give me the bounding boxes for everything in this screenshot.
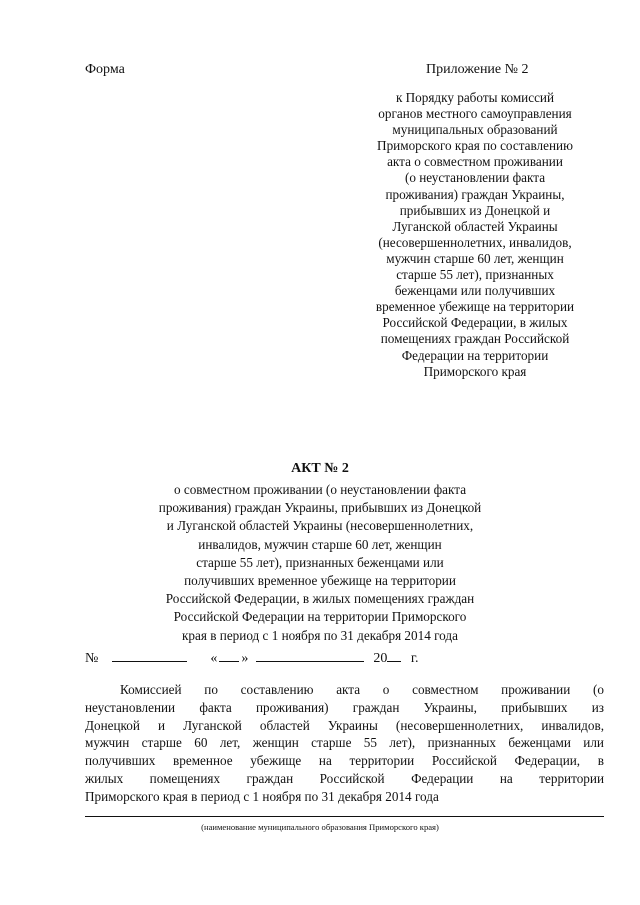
appendix-line: (несовершеннолетних, инвалидов,: [378, 234, 572, 250]
appendix-line: органов местного самоуправления: [378, 106, 572, 122]
body-line: жилых помещениях граждан Российской Федерации на территории: [85, 770, 604, 786]
act-subtitle-line: Российской Федерации, в жилых помещениях граждан: [165, 591, 475, 607]
open-quote: «: [210, 651, 218, 666]
body-paragraph: [85, 681, 604, 806]
act-number-blank[interactable]: [112, 649, 187, 662]
appendix-line: муниципальных образований: [392, 122, 558, 138]
appendix-line: Российской Федерации, в жилых: [382, 315, 568, 331]
act-subtitle: [120, 481, 520, 645]
appendix-line: Приморского края по составлению: [377, 138, 573, 154]
number-sign: №: [85, 651, 99, 666]
municipality-caption: (наименование муниципального образования Приморского края): [201, 822, 439, 832]
act-subtitle-line: инвалидов, мужчин старше 60 лет, женщин: [198, 536, 442, 552]
appendix-line: акта о совместном проживании: [387, 154, 563, 170]
appendix-line: (о неустановлении факта: [404, 170, 546, 186]
act-subtitle-line: старше 55 лет), признанных беженцами или: [196, 554, 444, 570]
municipality-name-line[interactable]: [85, 816, 604, 817]
act-subtitle-line: о совместном проживании (о неустановлении факта: [173, 482, 467, 497]
appendix-line: Федерации на территории: [401, 347, 549, 363]
body-line: получивших временное убежище на территории Российской Федерации, в: [85, 753, 604, 769]
close-quote: »: [241, 651, 249, 666]
appendix-line: прибывших из Донецкой и: [399, 202, 551, 218]
act-subtitle-line: проживания) граждан Украины, прибывших из Донецкой: [158, 500, 482, 516]
month-blank[interactable]: [256, 649, 364, 662]
year-suffix: г.: [410, 651, 419, 666]
appendix-title: Приложение № 2: [426, 62, 529, 77]
day-blank[interactable]: [219, 649, 239, 662]
act-subtitle-line: и Луганской областей Украины (несовершеннолетних,: [166, 518, 474, 534]
appendix-line: помещениях граждан Российской: [380, 331, 570, 347]
form-label: Форма: [85, 62, 125, 77]
act-number-date-row: [85, 649, 419, 667]
act-title: АКТ № 2: [291, 461, 349, 476]
body-line: Комиссией по составлению акта о совместном проживании (о: [120, 682, 604, 697]
body-line: мужчин старше 60 лет, женщин старше 55 лет), признанных беженцами или: [85, 735, 604, 751]
appendix-line: Луганской областей Украины: [392, 218, 558, 234]
appendix-line: старше 55 лет), признанных: [396, 267, 554, 283]
appendix-line: к Порядку работы комиссий: [395, 90, 555, 105]
appendix-line: мужчин старше 60 лет, женщин: [386, 250, 564, 266]
appendix-line: Приморского края: [423, 363, 527, 379]
body-line: Приморского края в период с 1 ноября по 31 декабря 2014 года: [85, 788, 439, 804]
act-subtitle-line: Российской Федерации на территории Приморского: [173, 609, 467, 625]
appendix-description: [350, 90, 600, 380]
year-blank[interactable]: [387, 649, 401, 662]
body-line: Донецкой и Луганской областей Украины (несовершеннолетних, инвалидов,: [85, 717, 604, 733]
act-subtitle-line: получивших временное убежище на территории: [184, 573, 456, 589]
year-prefix: 20: [373, 651, 388, 666]
appendix-line: проживания) граждан Украины,: [385, 186, 565, 202]
appendix-line: беженцами или получивших: [394, 283, 556, 299]
act-subtitle-line: края в период с 1 ноября по 31 декабря 2014 года: [182, 627, 458, 643]
body-line: неустановлении факта проживания) граждан Украины, прибывших из: [85, 699, 604, 715]
appendix-line: временное убежище на территории: [375, 299, 575, 315]
